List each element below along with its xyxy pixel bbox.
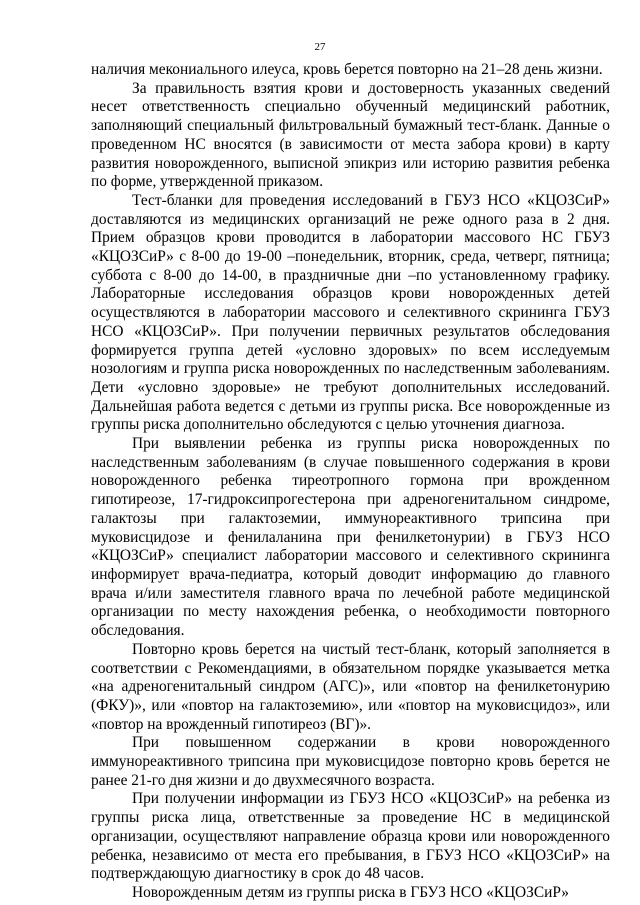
paragraph-risk-group-newborns: Новорожденным детям из группы риска в ГБУЗ НСО «КЦОЗСиР»: [132, 883, 569, 901]
paragraph-test-blanks-delivery: Тест-бланки для проведения исследований в ГБУЗ НСО «КЦОЗСиР» доставляются из медицинских организаций не реже одного раза в 2 дня. Прием образцов крови проводится в лаборатории массового НС ГБУЗ «КЦОЗСиР» с 8-00 до 19-00 –понедельник, вторник, среда, четверг, пятница; суббота с 8-00 до 14-00, в праздничные дни –по установленному графику. Лабораторные исследования образцов крови новорожденных детей осуществляются в лаборатории массового и селективного скрининга ГБУЗ НСО «КЦОЗСиР». При получении первичных результатов обследования формируется группа детей «условно здоровых» по всем исследуемым нозологиям и группа риска новорожденных по наследственным заболеваниям. Дети «условно здоровые» не требуют дополнительных исследований. Дальнейшая работа ведется с детьми из группы риска. Все новорожденные из группы риска дополнительно обследуются с целью уточнения диагноза.: [91, 191, 610, 434]
paragraph-repeat-blood-sample: Повторно кровь берется на чистый тест-бланк, который заполняется в соответствии с Рекомендациями, в обязательном порядке указывается метка «на адреногенитальный синдром (АГС)», или «повтор на фенилкетонурию (ФКУ)», или «повтор на галактоземию», или «повтор на муковисцидоз», или «повтор на врожденный гипотиреоз (ВГ)».: [91, 640, 610, 733]
paragraph-confirmatory-diagnostics: При получении информации из ГБУЗ НСО «КЦОЗСиР» на ребенка из группы риска лица, ответственные за проведение НС в медицинской организации, осуществляют направление образца крови или новорожденного ребенка, независимо от места его пребывания, в ГБУЗ НСО «КЦОЗСиР» на подтверждающую диагностику в срок до 48 часов.: [91, 790, 610, 883]
paragraph-risk-group-detection: При выявлении ребенка из группы риска новорожденных по наследственным заболеваниям (в случае повышенного содержания в крови новорожденного ребенка тиреотропного гормона при врожденном гипотиреозе, 17-гидроксипрогестерона при адреногенитальном синдроме, галактозы при галактоземии, иммунореактивного трипсина при муковисцидозе и фенилаланина при фенилкетонурии) в ГБУЗ НСО «КЦОЗСиР» специалист лаборатории массового и селективного скрининга информирует врача-педиатра, который доводит информацию до главного врача и/или заместителя главного врача по лечебной работе медицинской организации по месту нахождения ребенка, о необходимости повторного обследования.: [91, 435, 610, 640]
paragraph-trypsin-repeat: При повышенном содержании в крови новорожденного иммунореактивного трипсина при муковисцидозе повторно кровь берется не ранее 21-го дня жизни и до двухмесячного возраста.: [91, 734, 610, 789]
page-body: [91, 61, 610, 903]
paragraph-meconium-ileus: наличия мекониального илеуса, кровь берется повторно на 21–28 день жизни.: [91, 61, 603, 78]
paragraph-responsibility: За правильность взятия крови и достоверность указанных сведений несет ответственность специально обученный медицинский работник, заполняющий специальный фильтровальный бумажный тест-бланк. Данные о проведенном НС вносятся (в зависимости от места забора крови) в карту развития новорожденного, выписной эпикриз или историю развития ребенка по форме, утвержденной приказом.: [91, 79, 610, 191]
page-number: 27: [314, 41, 326, 53]
